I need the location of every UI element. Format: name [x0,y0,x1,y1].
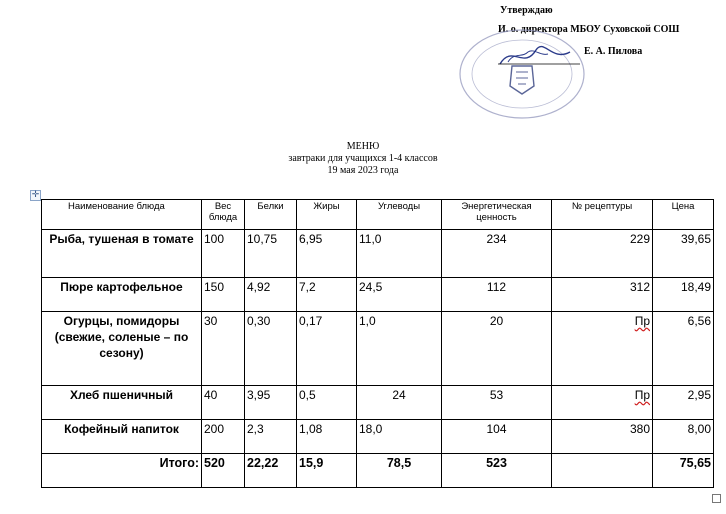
header-weight: Вес блюда [202,200,245,230]
recipe-code: Пр [634,314,650,328]
cell-fat: 1,08 [297,420,357,454]
cell-price: 6,56 [653,312,714,386]
approval-position: И. о. директора МБОУ Суховской СОШ [498,24,680,35]
cell-protein: 0,30 [245,312,297,386]
cell-protein: 10,75 [245,230,297,278]
total-recipe [552,454,653,488]
title-subtitle: завтраки для учащихся 1-4 классов [288,153,438,164]
dish-name: Пюре картофельное [42,278,202,312]
cell-weight: 200 [202,420,245,454]
header-protein: Белки [245,200,297,230]
cell-weight: 100 [202,230,245,278]
cell-carbs: 24 [357,386,442,420]
total-price: 75,65 [653,454,714,488]
header-carbs: Углеводы [357,200,442,230]
total-energy: 523 [442,454,552,488]
cell-weight: 150 [202,278,245,312]
title-menu: МЕНЮ [346,141,380,152]
header-energy: Энергетическая ценность [442,200,552,230]
cell-fat: 7,2 [297,278,357,312]
cell-energy: 20 [442,312,552,386]
table-row [42,230,714,278]
dish-name: Кофейный напиток [42,420,202,454]
cell-protein: 2,3 [245,420,297,454]
header-recipe: № рецептуры [552,200,653,230]
dish-name: Хлеб пшеничный [42,386,202,420]
cell-energy: 104 [442,420,552,454]
dish-name: Огурцы, помидоры (свежие, соленые – по сезону) [42,312,202,386]
cell-protein: 3,95 [245,386,297,420]
total-carbs: 78,5 [357,454,442,488]
total-label: Итого: [42,454,202,488]
approval-heading: Утверждаю [500,5,553,16]
table-row [42,420,714,454]
cell-recipe: 380 [552,420,653,454]
stamp-signature-icon [452,22,592,122]
total-protein: 22,22 [245,454,297,488]
header-price: Цена [653,200,714,230]
cell-carbs: 1,0 [357,312,442,386]
header-dish: Наименование блюда [42,200,202,230]
recipe-code: Пр [634,388,650,402]
table-row [42,278,714,312]
cell-fat: 6,95 [297,230,357,278]
cell-recipe: 229 [552,230,653,278]
approval-signatory: Е. А. Пилова [584,46,643,57]
cell-carbs: 24,5 [357,278,442,312]
menu-table [41,199,714,488]
cell-energy: 112 [442,278,552,312]
total-weight: 520 [202,454,245,488]
cell-carbs: 11,0 [357,230,442,278]
cell-carbs: 18,0 [357,420,442,454]
cell-price: 39,65 [653,230,714,278]
cell-price: 8,00 [653,420,714,454]
header-fat: Жиры [297,200,357,230]
cell-fat: 0,17 [297,312,357,386]
dish-name: Рыба, тушеная в томате [42,230,202,278]
cell-energy: 53 [442,386,552,420]
menu-title [0,141,726,177]
cell-weight: 30 [202,312,245,386]
cell-energy: 234 [442,230,552,278]
table-total-row [42,454,714,488]
cell-recipe [552,312,653,386]
table-row [42,312,714,386]
cell-price: 2,95 [653,386,714,420]
cell-recipe: 312 [552,278,653,312]
cell-price: 18,49 [653,278,714,312]
title-date: 19 мая 2023 года [327,165,399,176]
cell-recipe [552,386,653,420]
table-row [42,386,714,420]
cell-fat: 0,5 [297,386,357,420]
cell-weight: 40 [202,386,245,420]
table-move-handle-icon[interactable]: ✛ [31,190,40,200]
table-resize-handle[interactable] [712,494,721,503]
cell-protein: 4,92 [245,278,297,312]
total-fat: 15,9 [297,454,357,488]
table-header-row [42,200,714,230]
